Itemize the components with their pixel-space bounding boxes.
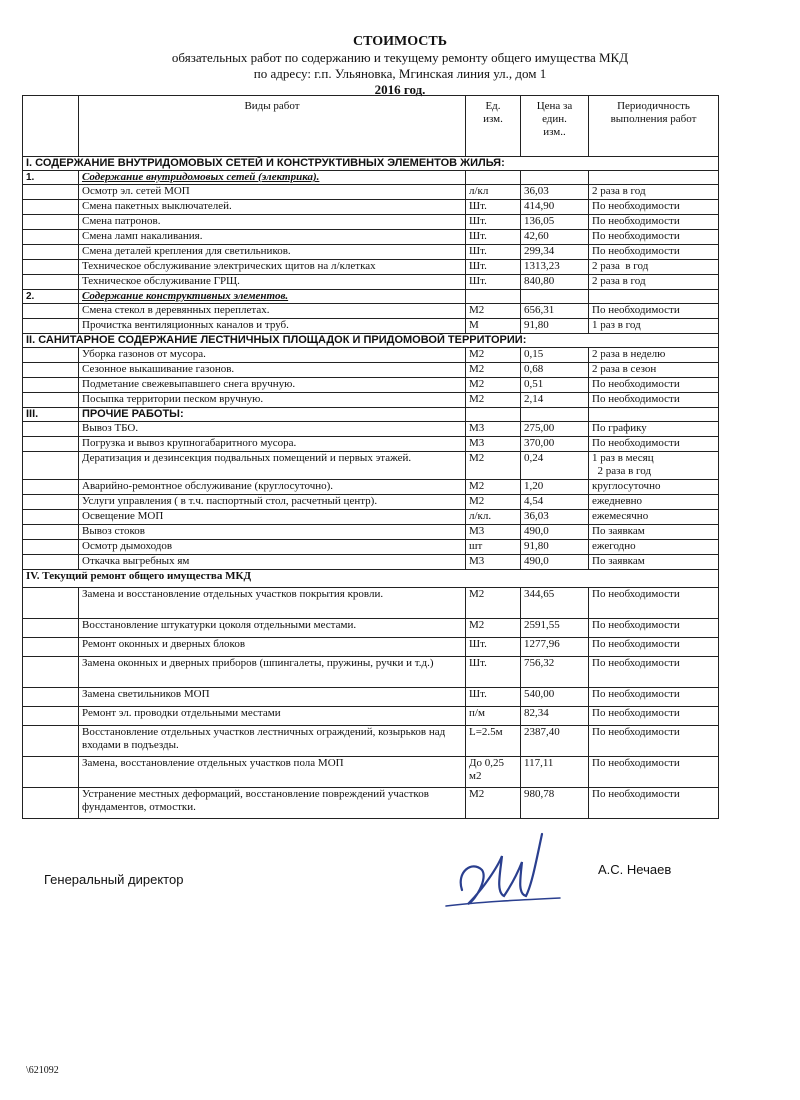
work-name: Замена, восстановление отдельных участков пола МОП [79, 757, 466, 788]
doc-subtitle: обязательных работ по содержанию и текущему ремонту общего имущества МКД [171, 50, 629, 65]
table-row [23, 200, 719, 215]
section-2-title: II. САНИТАРНОЕ СОДЕРЖАНИЕ ЛЕСТНИЧНЫХ ПЛОЩАДОК И ПРИДОМОВОЙ ТЕРРИТОРИИ: [23, 334, 719, 348]
row-num-cell [23, 245, 79, 260]
price-cell: 36,03 [521, 510, 589, 525]
table-row [23, 393, 719, 408]
period-cell: 1 раз в месяц 2 раза в год [589, 452, 719, 480]
table-row [23, 588, 719, 619]
work-name: Вывоз ТБО. [79, 422, 466, 437]
row-num-cell [23, 422, 79, 437]
unit-cell: М2 [466, 788, 521, 819]
row-num-cell [23, 525, 79, 540]
price-cell: 2591,55 [521, 619, 589, 638]
row-num-cell [23, 275, 79, 290]
row-num-cell [23, 555, 79, 570]
row-num-cell [23, 260, 79, 275]
table-row [23, 185, 719, 200]
row-num-cell [23, 707, 79, 726]
subsection-2-row [23, 290, 719, 304]
table-row [23, 480, 719, 495]
work-name: Осмотр дымоходов [79, 540, 466, 555]
price-cell: 117,11 [521, 757, 589, 788]
work-name: Ремонт эл. проводки отдельными местами [79, 707, 466, 726]
section-1-title: I. СОДЕРЖАНИЕ ВНУТРИДОМОВЫХ СЕТЕЙ И КОНСТРУКТИВНЫХ ЭЛЕМЕНТОВ ЖИЛЬЯ: [23, 157, 719, 171]
work-name: Откачка выгребных ям [79, 555, 466, 570]
work-name: Дератизация и дезинсекция подвальных помещений и первых этажей. [79, 452, 466, 480]
price-cell: 275,00 [521, 422, 589, 437]
section-3-num: III. [23, 408, 79, 422]
period-cell: 2 раза в год [589, 185, 719, 200]
price-cell: 0,15 [521, 348, 589, 363]
table-header [23, 96, 719, 157]
price-cell: 1277,96 [521, 638, 589, 657]
unit-cell: М3 [466, 437, 521, 452]
work-name: Смена деталей крепления для светильников. [79, 245, 466, 260]
unit-cell: л/кл [466, 185, 521, 200]
price-cell: 36,03 [521, 185, 589, 200]
unit-cell: Шт. [466, 657, 521, 688]
unit-cell: М2 [466, 363, 521, 378]
empty-cell [589, 290, 719, 304]
period-cell: По заявкам [589, 555, 719, 570]
table-row [23, 555, 719, 570]
period-cell: 1 раз в год [589, 319, 719, 334]
row-num-cell [23, 657, 79, 688]
period-cell: 2 раза в неделю [589, 348, 719, 363]
empty-cell [466, 408, 521, 422]
table-row [23, 495, 719, 510]
section-3-title: ПРОЧИЕ РАБОТЫ: [79, 408, 466, 422]
price-cell: 756,32 [521, 657, 589, 688]
price-cell: 1313,23 [521, 260, 589, 275]
subsection-1-num: 1. [23, 171, 79, 185]
unit-cell: п/м [466, 707, 521, 726]
price-cell: 490,0 [521, 525, 589, 540]
row-num-cell [23, 757, 79, 788]
subsection-2-num: 2. [23, 290, 79, 304]
table-row [23, 378, 719, 393]
price-cell: 0,24 [521, 452, 589, 480]
work-name: Восстановление отдельных участков лестничных ограждений, козырьков над входами в подъезды. [79, 726, 466, 757]
unit-cell: М3 [466, 555, 521, 570]
unit-cell: М2 [466, 495, 521, 510]
period-cell: По необходимости [589, 378, 719, 393]
unit-cell: М2 [466, 304, 521, 319]
unit-cell: М3 [466, 422, 521, 437]
section-4-title: IV. Текущий ремонт общего имущества МКД [23, 570, 719, 588]
row-num-cell [23, 319, 79, 334]
period-cell: круглосуточно [589, 480, 719, 495]
table-row [23, 657, 719, 688]
unit-cell: Шт. [466, 260, 521, 275]
doc-year: 2016 год. [374, 82, 426, 97]
row-num-cell [23, 510, 79, 525]
unit-cell: Шт. [466, 215, 521, 230]
table-row [23, 638, 719, 657]
row-num-cell [23, 437, 79, 452]
price-cell: 299,34 [521, 245, 589, 260]
price-cell: 42,60 [521, 230, 589, 245]
row-num-cell [23, 215, 79, 230]
table-row [23, 319, 719, 334]
subsection-2-name: Содержание конструктивных элементов. [79, 290, 466, 304]
period-cell: 2 раза в год [589, 275, 719, 290]
unit-cell: Шт. [466, 230, 521, 245]
work-name: Восстановление штукатурки цоколя отдельными местами. [79, 619, 466, 638]
row-num-cell [23, 495, 79, 510]
row-num-cell [23, 185, 79, 200]
period-cell: По необходимости [589, 707, 719, 726]
work-name: Вывоз стоков [79, 525, 466, 540]
empty-cell [521, 171, 589, 185]
empty-cell [589, 171, 719, 185]
unit-cell: Шт. [466, 688, 521, 707]
period-cell: 2 раза в сезон [589, 363, 719, 378]
table-row [23, 525, 719, 540]
unit-cell: М2 [466, 619, 521, 638]
table-row [23, 437, 719, 452]
unit-cell: М2 [466, 588, 521, 619]
subsection-1-row [23, 171, 719, 185]
table-row [23, 215, 719, 230]
price-cell: 4,54 [521, 495, 589, 510]
price-cell: 540,00 [521, 688, 589, 707]
table-row [23, 619, 719, 638]
row-num-cell [23, 230, 79, 245]
period-cell: ежедневно [589, 495, 719, 510]
work-name: Смена патронов. [79, 215, 466, 230]
table-row [23, 348, 719, 363]
price-cell: 136,05 [521, 215, 589, 230]
signatory-role: Генеральный директор [44, 872, 184, 887]
price-cell: 82,34 [521, 707, 589, 726]
unit-cell: М2 [466, 480, 521, 495]
period-cell: По необходимости [589, 245, 719, 260]
row-num-cell [23, 588, 79, 619]
price-cell: 0,68 [521, 363, 589, 378]
price-cell: 2,14 [521, 393, 589, 408]
unit-cell: Шт. [466, 275, 521, 290]
section-4-row [23, 570, 719, 588]
work-name: Замена и восстановление отдельных участков покрытия кровли. [79, 588, 466, 619]
row-num-cell [23, 200, 79, 215]
table-row [23, 510, 719, 525]
subsection-1-name: Содержание внутридомовых сетей (электрика). [79, 171, 466, 185]
work-name: Устранение местных деформаций, восстановление повреждений участков фундаментов, отмостки. [79, 788, 466, 819]
unit-cell: М [466, 319, 521, 334]
period-cell: По необходимости [589, 437, 719, 452]
work-name: Смена ламп накаливания. [79, 230, 466, 245]
price-cell: 490,0 [521, 555, 589, 570]
price-cell: 91,80 [521, 540, 589, 555]
doc-address: по адресу: г.п. Ульяновка, Мгинская линия ул., дом 1 [253, 66, 547, 81]
price-cell: 840,80 [521, 275, 589, 290]
table-row [23, 245, 719, 260]
document-code: \621092 [26, 1065, 59, 1076]
empty-cell [466, 290, 521, 304]
period-cell: По необходимости [589, 757, 719, 788]
work-name: Уборка газонов от мусора. [79, 348, 466, 363]
unit-cell: М2 [466, 378, 521, 393]
period-cell: По необходимости [589, 788, 719, 819]
row-num-cell [23, 378, 79, 393]
period-cell: По необходимости [589, 215, 719, 230]
table-body [23, 157, 719, 819]
price-cell: 1,20 [521, 480, 589, 495]
row-num-cell [23, 540, 79, 555]
price-cell: 0,51 [521, 378, 589, 393]
unit-cell: М2 [466, 393, 521, 408]
work-name: Услуги управления ( в т.ч. паспортный стол, расчетный центр). [79, 495, 466, 510]
period-cell: По необходимости [589, 304, 719, 319]
table-row [23, 788, 719, 819]
work-name: Замена светильников МОП [79, 688, 466, 707]
header-period: Периодичность выполнения работ [589, 96, 719, 157]
table-row [23, 275, 719, 290]
work-name: Посыпка территории песком вручную. [79, 393, 466, 408]
work-name: Техническое обслуживание электрических щитов на л/клетках [79, 260, 466, 275]
price-cell: 414,90 [521, 200, 589, 215]
signature-image [438, 826, 568, 916]
table-row [23, 422, 719, 437]
period-cell: По необходимости [589, 657, 719, 688]
period-cell: ежегодно [589, 540, 719, 555]
work-name: Аварийно-ремонтное обслуживание (круглосуточно). [79, 480, 466, 495]
works-table [22, 95, 719, 819]
period-cell: По необходимости [589, 638, 719, 657]
period-cell: По необходимости [589, 688, 719, 707]
header-unit: Ед. изм. [466, 96, 521, 157]
period-cell: По необходимости [589, 619, 719, 638]
price-cell: 91,80 [521, 319, 589, 334]
work-name: Освещение МОП [79, 510, 466, 525]
section-2-row [23, 334, 719, 348]
row-num-cell [23, 619, 79, 638]
work-name: Сезонное выкашивание газонов. [79, 363, 466, 378]
period-cell: По необходимости [589, 200, 719, 215]
table-row [23, 757, 719, 788]
work-name: Техническое обслуживание ГРЩ. [79, 275, 466, 290]
header-num-cell [23, 96, 79, 157]
price-cell: 370,00 [521, 437, 589, 452]
period-cell: По необходимости [589, 726, 719, 757]
section-3-row [23, 408, 719, 422]
unit-cell: М2 [466, 452, 521, 480]
period-cell: По графику [589, 422, 719, 437]
work-name: Замена оконных и дверных приборов (шпингалеты, пружины, ручки и т.д.) [79, 657, 466, 688]
unit-cell: л/кл. [466, 510, 521, 525]
price-cell: 2387,40 [521, 726, 589, 757]
empty-cell [521, 408, 589, 422]
table-row [23, 707, 719, 726]
price-cell: 656,31 [521, 304, 589, 319]
row-num-cell [23, 638, 79, 657]
table-row [23, 363, 719, 378]
row-num-cell [23, 363, 79, 378]
work-name: Прочистка вентиляционных каналов и труб. [79, 319, 466, 334]
row-num-cell [23, 393, 79, 408]
table-row [23, 452, 719, 480]
section-1-row [23, 157, 719, 171]
period-cell: По необходимости [589, 230, 719, 245]
period-cell: По необходимости [589, 588, 719, 619]
row-num-cell [23, 480, 79, 495]
header-works: Виды работ [79, 96, 466, 157]
table-row [23, 688, 719, 707]
empty-cell [466, 171, 521, 185]
table-row [23, 726, 719, 757]
signatory-name: А.С. Нечаев [598, 862, 672, 877]
work-name: Осмотр эл. сетей МОП [79, 185, 466, 200]
row-num-cell [23, 788, 79, 819]
period-cell: По заявкам [589, 525, 719, 540]
work-name: Смена стекол в деревянных переплетах. [79, 304, 466, 319]
row-num-cell [23, 304, 79, 319]
price-cell: 344,65 [521, 588, 589, 619]
unit-cell: Шт. [466, 245, 521, 260]
price-cell: 980,78 [521, 788, 589, 819]
work-name: Ремонт оконных и дверных блоков [79, 638, 466, 657]
empty-cell [521, 290, 589, 304]
work-name: Погрузка и вывоз крупногабаритного мусора. [79, 437, 466, 452]
unit-cell: Шт. [466, 638, 521, 657]
period-cell: ежемесячно [589, 510, 719, 525]
unit-cell: шт [466, 540, 521, 555]
table-row [23, 304, 719, 319]
row-num-cell [23, 726, 79, 757]
unit-cell: М2 [466, 348, 521, 363]
period-cell: 2 раза в год [589, 260, 719, 275]
work-name: Подметание свежевыпавшего снега вручную. [79, 378, 466, 393]
unit-cell: L=2.5м [466, 726, 521, 757]
period-cell: По необходимости [589, 393, 719, 408]
unit-cell: До 0,25 м2 [466, 757, 521, 788]
work-name: Смена пакетных выключателей. [79, 200, 466, 215]
header-price: Цена за един. изм.. [521, 96, 589, 157]
row-num-cell [23, 348, 79, 363]
unit-cell: М3 [466, 525, 521, 540]
table-row [23, 540, 719, 555]
row-num-cell [23, 452, 79, 480]
table-row [23, 260, 719, 275]
empty-cell [589, 408, 719, 422]
unit-cell: Шт. [466, 200, 521, 215]
row-num-cell [23, 688, 79, 707]
table-row [23, 230, 719, 245]
doc-title: СТОИМОСТЬ [352, 34, 448, 49]
